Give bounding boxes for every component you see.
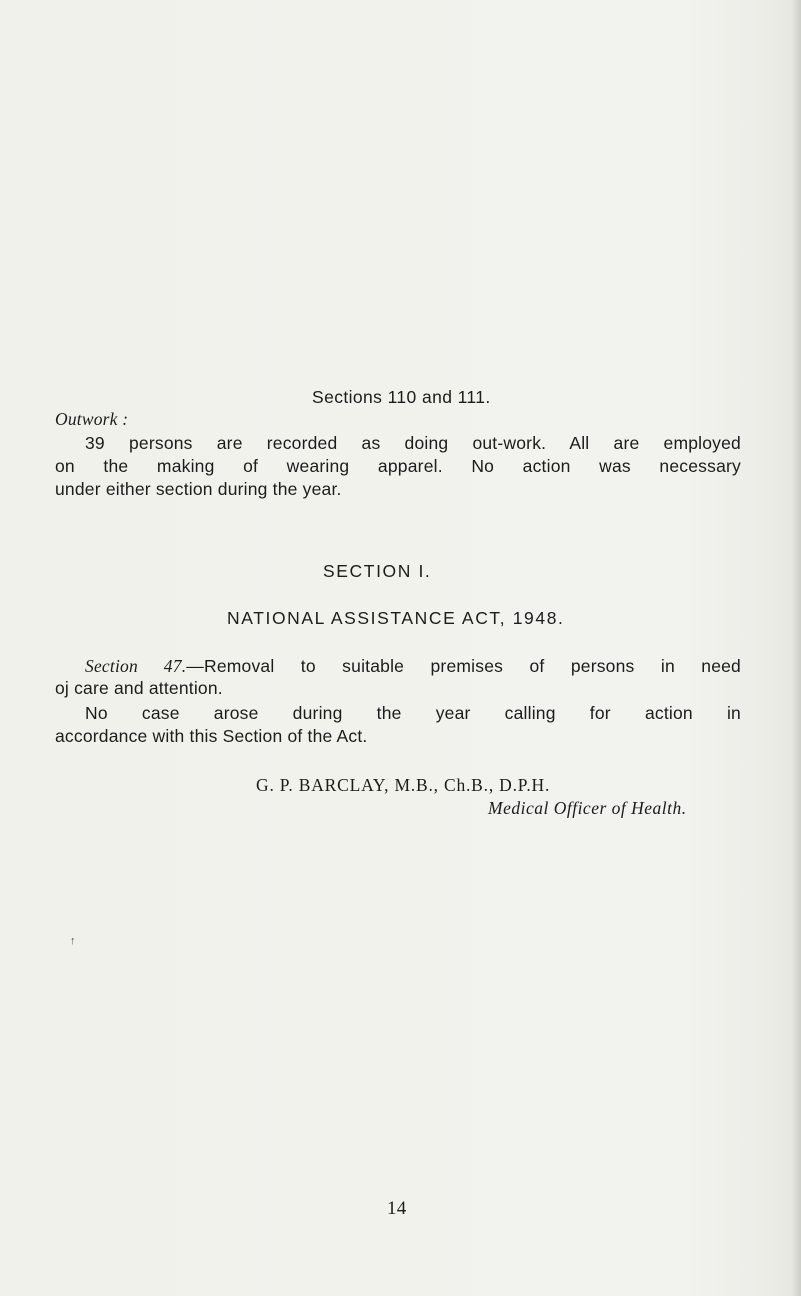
act-title: NATIONAL ASSISTANCE ACT, 1948.: [227, 608, 565, 628]
sections-heading: Sections 110 and 111.: [312, 387, 491, 407]
stray-mark: ↑: [70, 935, 76, 947]
outwork-label: Outwork :: [55, 409, 129, 429]
section-47-description: —Removal to suitable premises of persons in need: [186, 656, 741, 676]
section-47-label: Section 47.: [85, 656, 187, 676]
outwork-paragraph-line-2: on the making of wearing apparel. No action was necessary: [55, 456, 741, 476]
signature-title: Medical Officer of Health.: [488, 798, 687, 818]
signature-name: G. P. BARCLAY, M.B., Ch.B., D.P.H.: [256, 775, 551, 795]
page-edge-shadow: [791, 0, 801, 1296]
outwork-paragraph-line-1: 39 persons are recorded as doing out-work. All are employed: [85, 433, 741, 453]
section-47-line-1: [85, 655, 741, 677]
section-47-line-2: oj care and attention.: [55, 678, 223, 698]
section-title: SECTION I.: [323, 561, 432, 581]
no-case-paragraph-line-1: No case arose during the year calling for action in: [85, 703, 741, 723]
outwork-paragraph-line-3: under either section during the year.: [55, 479, 342, 499]
no-case-paragraph-line-2: accordance with this Section of the Act.: [55, 726, 368, 746]
page-number: 14: [387, 1198, 407, 1219]
